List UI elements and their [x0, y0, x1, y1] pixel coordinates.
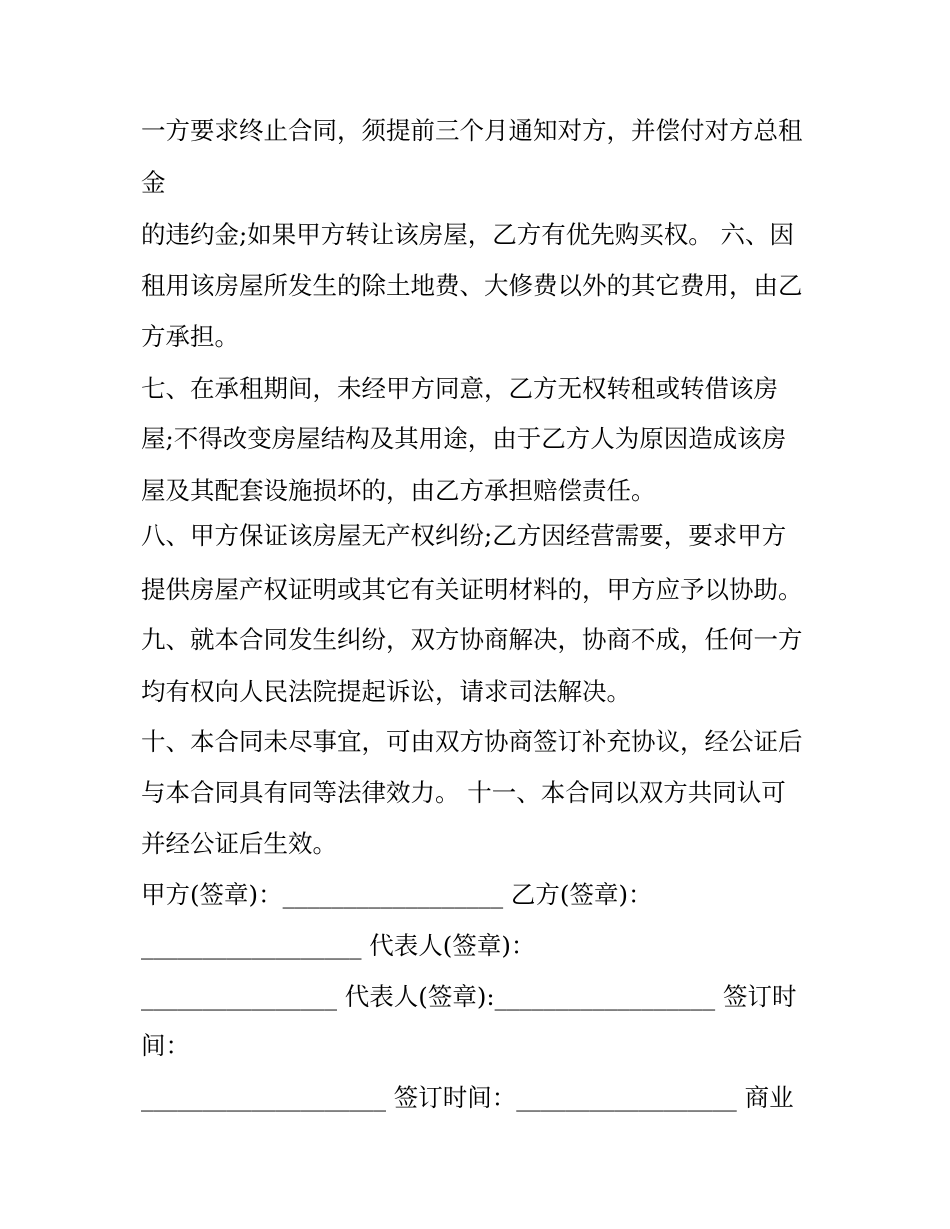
text-line-2: 金	[141, 168, 166, 197]
text-line-1: 一方要求终止合同，须提前三个月通知对方，并偿付对方总租	[141, 116, 803, 145]
text-line-8: 屋及其配套设施损坏的，由乙方承担赔偿责任。	[141, 476, 656, 505]
text-line-5: 方承担。	[141, 322, 239, 351]
signature-line-representative: __________________ 代表人(签章)：	[141, 931, 536, 960]
signature-line-party-a: 甲方(签章)：__________________ 乙方(签章)：	[141, 880, 653, 909]
text-line-10: 提供房屋产权证明或其它有关证明材料的，甲方应予以协助。	[141, 575, 803, 604]
text-line-14: 与本合同具有同等法律效力。 十一、本合同以双方共同认可	[141, 778, 786, 807]
text-line-11: 九、就本合同发生纠纷，双方协商解决，协商不成，任何一方	[141, 625, 803, 654]
text-line-6: 七、在承租期间，未经甲方同意，乙方无权转租或转借该房	[141, 374, 778, 403]
text-line-12: 均有权向人民法院提起诉讼，请求司法解决。	[141, 677, 631, 706]
text-line-7: 屋;不得改变房屋结构及其用途，由于乙方人为原因造成该房	[141, 424, 787, 453]
text-line-13: 十、本合同未尽事宜，可由双方协商签订补充协议，经公证后	[141, 727, 803, 756]
signature-line-signing-time: ____________________ 签订时间：__________________ 商业	[141, 1083, 794, 1112]
text-line-9: 八、甲方保证该房屋无产权纠纷;乙方因经营需要，要求甲方	[141, 521, 787, 550]
signature-line-representative-2: ________________ 代表人(签章):__________________ 签订时	[141, 982, 797, 1011]
text-line-15: 并经公证后生效。	[141, 829, 337, 858]
signature-line-time-label: 间：	[141, 1031, 190, 1060]
text-line-3: 的违约金;如果甲方转让该房屋，乙方有优先购买权。 六、因	[141, 220, 795, 249]
text-line-4: 租用该房屋所发生的除土地费、大修费以外的其它费用，由乙	[141, 271, 803, 300]
